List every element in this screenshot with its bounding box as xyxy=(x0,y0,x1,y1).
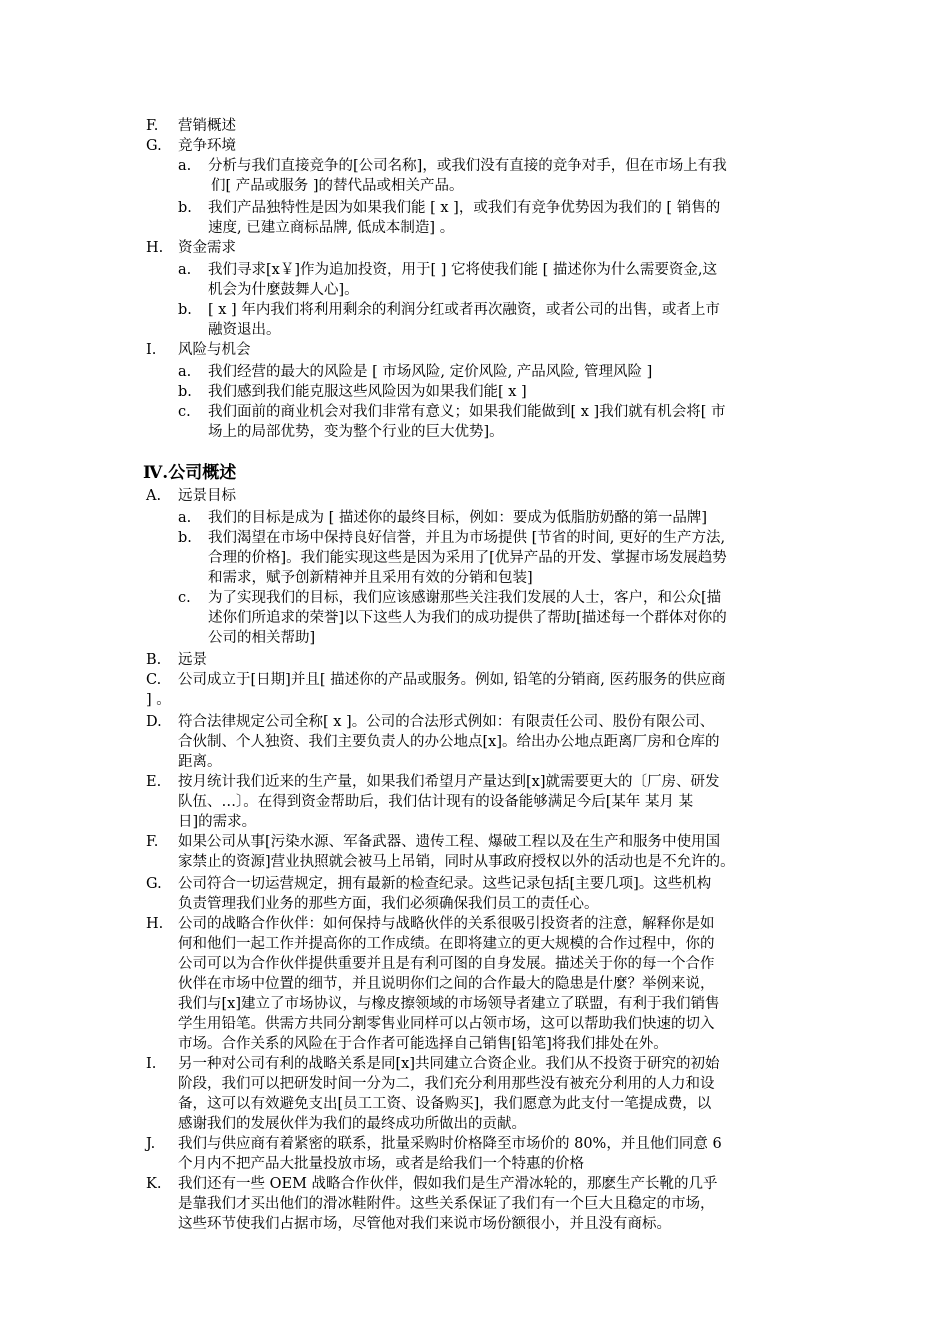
item-text-section4-i-line2: 阶段，我们可以把研发时间一分为二，我们充分利用那些没有被充分利用的人力和设 xyxy=(178,1076,715,1092)
item-label-section4-f: F. xyxy=(146,834,159,850)
item-text-section4-a-b-line3: 和需求，赋予创新精神并且采用有效的分销和包装] xyxy=(208,570,533,586)
item-label-section4-a: A. xyxy=(146,488,162,504)
item-text-section4-h-line4: 伙伴在市场中位置的细节，并且说明你们之间的合作最大的隐患是什麼？举例来说， xyxy=(178,976,715,992)
item-text-section4-e-line3: 日]的需求。 xyxy=(178,814,257,830)
item-text-section4-h-line3: 公司可以为合作伙伴提供重要并且是有利可图的自身发展。描述关于你的每一个合作 xyxy=(178,956,715,972)
item-text-section4-f-line2: 家禁止的资源]营业执照就会被马上吊销，同时从事政府授权以外的活动也是不允许的。 xyxy=(178,854,735,870)
item-text-section4-g-line2: 负责管理我们业务的那些方面，我们必须确保我们员工的责任心。 xyxy=(178,896,599,912)
item-label-section4-a-b: b. xyxy=(178,530,192,546)
item-text-section3_tail-g-b-line2: 速度, 已建立商标品牌, 低成本制造] 。 xyxy=(208,220,455,236)
item-text-section4-a-c-line3: 公司的相关帮助] xyxy=(208,630,316,646)
item-text-section3_tail-h-b-line1: [ x ] 年内我们将利用剩余的利润分红或者再次融资，或者公司的出售，或者上市 xyxy=(208,302,720,318)
item-text-section3_tail-g-a-line1: 分析与我们直接竞争的[公司名称]，或我们没有直接的竞争对手，但在市场上有我 xyxy=(208,158,727,174)
item-text-section3_tail-h-b-line2: 融资退出。 xyxy=(208,322,281,338)
item-label-section3_tail-i-c: c. xyxy=(178,404,191,420)
item-text-section4-a-a-line1: 我们的目标是成为 [ 描述你的最终目标，例如：要成为低脂肪奶酪的第一品牌] xyxy=(208,510,708,526)
item-text-section4-i-line4: 感谢我们的发展伙伴为我们的最终成功所做出的贡献。 xyxy=(178,1116,526,1132)
item-label-section4-k: K. xyxy=(146,1176,162,1192)
item-text-section4-b-text: 远景 xyxy=(178,652,207,668)
item-label-section3_tail-i: I. xyxy=(146,342,157,358)
item-text-section3_tail-g-a-line2: 们[ 产品或服务 ]的替代品或相关产品。 xyxy=(211,178,464,194)
item-text-section4-e-line2: 队伍、…〕。在得到资金帮助后，我们估计现有的设备能够满足今后[某年 某月 某 xyxy=(178,794,694,810)
item-text-section4-i-line3: 备，这可以有效避免支出[员工工资、设备购买]，我们愿意为此支付一笔提成费，以 xyxy=(178,1096,712,1112)
item-label-section4-a-a: a. xyxy=(178,510,192,526)
item-label-section3_tail-g: G. xyxy=(146,138,162,154)
item-label-section3_tail-g-a: a. xyxy=(178,158,192,174)
item-text-section3_tail-h-text: 资金需求 xyxy=(178,240,236,256)
item-text-section4-i-line1: 另一种对公司有利的战略关系是同[x]共同建立合资企业。我们从不投资于研究的初始 xyxy=(178,1056,720,1072)
item-label-section3_tail-h-a: a. xyxy=(178,262,192,278)
item-label-section3_tail-h-b: b. xyxy=(178,302,192,318)
item-text-section4-g-line1: 公司符合一切运营规定，拥有最新的检查纪录。这些记录包括[主要几项]。这些机构 xyxy=(178,876,712,892)
item-text-section3_tail-i-c-line1: 我们面前的商业机会对我们非常有意义；如果我们能做到[ x ]我们就有机会将[ 市 xyxy=(208,404,726,420)
item-text-section3_tail-f-text: 营销概述 xyxy=(178,118,236,134)
item-label-section4-e: E. xyxy=(146,774,162,790)
item-label-section4-j: J. xyxy=(146,1136,156,1152)
item-text-section4-c-line1: 公司成立于[日期]并且[ 描述你的产品或服务。例如, 铅笔的分销商, 医药服务的供应商 xyxy=(178,672,726,688)
item-text-section4-k-line3: 这些环节使我们占据市场，尽管他对我们来说市场份额很小，并且没有商标。 xyxy=(178,1216,671,1232)
item-label-section4-i: I. xyxy=(146,1056,157,1072)
item-text-section4-c-line2: ] 。 xyxy=(146,692,171,708)
item-label-section4-a-c: c. xyxy=(178,590,191,606)
section-heading-company-overview: Ⅳ.公司概述 xyxy=(143,463,237,483)
item-text-section3_tail-h-a-line1: 我们寻求[x￥]作为追加投资，用于[ ] 它将使我们能 [ 描述你为什么需要资金,这 xyxy=(208,262,718,278)
item-text-section4-a-c-line1: 为了实现我们的目标，我们应该感谢那些关注我们发展的人士，客户，和公众[描 xyxy=(208,590,722,606)
item-label-section4-c: C. xyxy=(146,672,162,688)
item-text-section4-f-line1: 如果公司从事[污染水源、军备武器、遗传工程、爆破工程以及在生产和服务中使用国 xyxy=(178,834,721,850)
item-text-section4-h-line1: 公司的战略合作伙伴：如何保持与战略伙伴的关系很吸引投资者的注意，解释你是如 xyxy=(178,916,715,932)
item-text-section4-d-line2: 合伙制、个人独资、我们主要负责人的办公地点[x]。给出办公地点距离厂房和仓库的 xyxy=(178,734,720,750)
item-label-section3_tail-i-a: a. xyxy=(178,364,192,380)
item-text-section3_tail-i-a-line1: 我们经营的最大的风险是 [ 市场风险, 定价风险, 产品风险, 管理风险 ] xyxy=(208,364,653,380)
item-text-section3_tail-h-a-line2: 机会为什麼鼓舞人心]。 xyxy=(208,282,359,298)
item-text-section4-d-line3: 距离。 xyxy=(178,754,222,770)
item-text-section4-d-line1: 符合法律规定公司全称[ x ]。公司的合法形式例如：有限责任公司、股份有限公司、 xyxy=(178,714,715,730)
item-label-section4-b: B. xyxy=(146,652,162,668)
item-text-section3_tail-i-c-line2: 场上的局部优势，变为整个行业的巨大优势]。 xyxy=(208,424,504,440)
item-label-section4-h: H. xyxy=(146,916,164,932)
item-label-section3_tail-g-b: b. xyxy=(178,200,192,216)
item-text-section4-e-line1: 按月统计我们近来的生产量，如果我们希望月产量达到[x]就需要更大的〔厂房、研发 xyxy=(178,774,720,790)
item-text-section4-k-line2: 是靠我们才买出他们的滑冰鞋附件。这些关系保证了我们有一个巨大且稳定的市场， xyxy=(178,1196,715,1212)
item-text-section4-k-line1: 我们还有一些 OEM 战略合作伙伴，假如我们是生产滑冰轮的，那麽生产长靴的几乎 xyxy=(178,1176,718,1192)
item-text-section4-h-line6: 学生用铅笔。供需方共同分割零售业同样可以占领市场，这可以帮助我们快速的切入 xyxy=(178,1016,715,1032)
item-text-section4-a-b-line2: 合理的价格]。我们能实现这些是因为采用了[优异产品的开发、掌握市场发展趋势 xyxy=(208,550,727,566)
item-text-section4-h-line7: 市场。合作关系的风险在于合作者可能选择自己销售[铅笔]将我们排处在外。 xyxy=(178,1036,668,1052)
item-text-section3_tail-g-b-line1: 我们产品独特性是因为如果我们能 [ x ]，或我们有竞争优势因为我们的 [ 销售的 xyxy=(208,200,721,216)
item-text-section4-j-line2: 个月内不把产品大批量投放市场，或者是给我们一个特惠的价格 xyxy=(178,1156,584,1172)
item-text-section4-a-c-line2: 述你们所追求的荣誉]以下这些人为我们的成功提供了帮助[描述每一个群体对你的 xyxy=(208,610,727,626)
item-text-section4-h-line5: 我们与[x]建立了市场协议，与橡皮擦领域的市场领导者建立了联盟，有利于我们销售 xyxy=(178,996,720,1012)
item-text-section4-a-b-line1: 我们渴望在市场中保持良好信誉，并且为市场提供 [节省的时间, 更好的生产方法, xyxy=(208,530,726,546)
item-label-section3_tail-h: H. xyxy=(146,240,164,256)
item-text-section4-a-text: 远景目标 xyxy=(178,488,236,504)
item-label-section4-g: G. xyxy=(146,876,162,892)
item-text-section3_tail-i-b-line1: 我们感到我们能克服这些风险因为如果我们能[ x ] xyxy=(208,384,527,400)
item-label-section3_tail-f: F. xyxy=(146,118,159,134)
item-text-section4-j-line1: 我们与供应商有着紧密的联系，批量采购时价格降至市场价的 80%，并且他们同意 6 xyxy=(178,1136,722,1152)
item-label-section4-d: D. xyxy=(146,714,162,730)
item-text-section3_tail-i-text: 风险与机会 xyxy=(178,342,251,358)
item-text-section3_tail-g-text: 竞争环境 xyxy=(178,138,236,154)
item-text-section4-h-line2: 何和他们一起工作并提高你的工作成绩。在即将建立的更大规模的合作过程中，你的 xyxy=(178,936,715,952)
item-label-section3_tail-i-b: b. xyxy=(178,384,192,400)
